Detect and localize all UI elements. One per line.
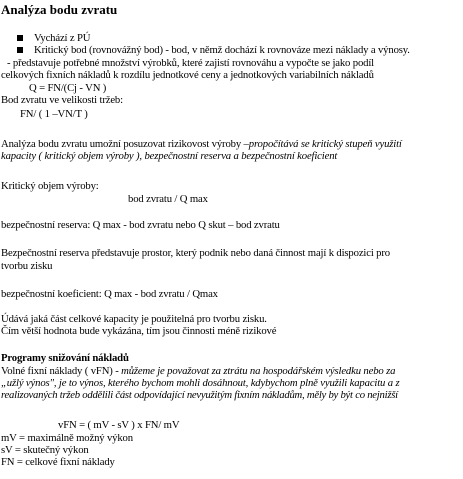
text-line: bezpečnostní reserva: Q max - bod zvratu nebo Q skut – bod zvratu (1, 219, 280, 231)
square-bullet-icon (17, 47, 23, 53)
paragraph-line: Analýza bodu zvratu umožní posuzovat rizikovost výroby –propočítává se kritický stupeň využití (1, 138, 402, 150)
definition-line: FN = celkové fixní náklady (1, 456, 115, 468)
document-page: Analýza bodu zvratu Vychází z PÚ Kritický bod (rovnovážný bod) - bod, v němž dochází k rovnováze mezi náklady a výnosy. - představuje potřebné množství výrobků, které zajistí rovnováhu a vypočte se jako podíl celkových fixních nákladů k rozdílu jednotkové ceny a jednotkových variabilních nákladů Q = FN/(Cj - VN ) Bod zvratu ve velikosti tržeb: FN/ ( 1 –VN/T ) Analýza bodu zvratu umožní posuzovat rizikovost výroby –propočítává se kritický stupeň využití kapacity ( kritický objem výroby ), bezpečnostní reserva a bezpečnostní koeficient Kritický objem výroby: bod zvratu / Q max bezpečnostní reserva: Q max - bod zvratu nebo Q skut – bod zvratu Bezpečnostní reserva představuje prostor, který podnik nebo daná činnost mají k dispozici pro tvorbu zisku bezpečnostní koeficient: Q max - bod zvratu / Qmax Údává jaká část celkové kapacity je použitelná pro tvorbu zisku. Čím větší hodnota bude vykázána, tím jsou činnosti méně rizikové Programy snižování nákladů Volné fixní náklady ( vFN) - můžeme je považovat za ztrátu na hospodářském výsledku nebo za „užlý výnos", je to výnos, kterého bychom mohli dosáhnout, kdybychom plně využili kapacitu a z realizovaných tržeb oddělili část odpovídající nevyužitým fixním nákladům, měly by být co nejnižší vFN = ( mV - sV ) x FN/ mV mV = maximálně možný výkon sV = skutečný výkon FN = celkové fixní náklady (1, 2, 410, 468)
paragraph-line: Údává jaká část celkové kapacity je použitelná pro tvorbu zisku. (1, 313, 267, 325)
square-bullet-icon (17, 35, 23, 41)
paragraph-line: „užlý výnos", je to výnos, kterého bychom mohli dosáhnout, kdybychom plně využili kapacitu a z (1, 377, 400, 389)
formula: Q = FN/(Cj - VN ) (29, 82, 107, 94)
paragraph-line: realizovaných tržeb oddělili část odpovídající nevyužitým fixním nákladům, měly by být co nejnižší (1, 389, 398, 401)
text-line: - představuje potřebné množství výrobků, které zajistí rovnováhu a vypočte se jako podíl (7, 57, 374, 69)
paragraph-line: Čím větší hodnota bude vykázána, tím jsou činnosti méně rizikové (1, 325, 277, 337)
paragraph-line: Volné fixní náklady ( vFN) - můžeme je považovat za ztrátu na hospodářském výsledku nebo za (1, 365, 396, 377)
paragraph-line: kapacity ( kritický objem výroby ), bezpečnostní reserva a bezpečnostní koeficient (1, 150, 338, 162)
page-title: Analýza bodu zvratu (1, 2, 118, 17)
formula: FN/ ( 1 –VN/T ) (20, 108, 88, 120)
formula: bod zvratu / Q max (128, 193, 208, 205)
paragraph-line: tvorbu zisku (1, 260, 53, 272)
section-heading: Programy snižování nákladů (1, 352, 129, 364)
text-line: Bod zvratu ve velikosti tržeb: (1, 94, 123, 106)
definition-line: sV = skutečný výkon (1, 444, 89, 456)
paragraph-line: Bezpečnostní reserva představuje prostor, který podnik nebo daná činnost mají k dispozici pro (1, 247, 390, 259)
definition-line: mV = maximálně možný výkon (1, 432, 133, 444)
text-line: bezpečnostní koeficient: Q max - bod zvratu / Qmax (1, 288, 218, 300)
formula: vFN = ( mV - sV ) x FN/ mV (58, 419, 180, 431)
text-line: Kritický objem výroby: (1, 180, 99, 192)
text-line: celkových fixních nákladů k rozdílu jednotkové ceny a jednotkových variabilních nákladů (1, 69, 374, 81)
